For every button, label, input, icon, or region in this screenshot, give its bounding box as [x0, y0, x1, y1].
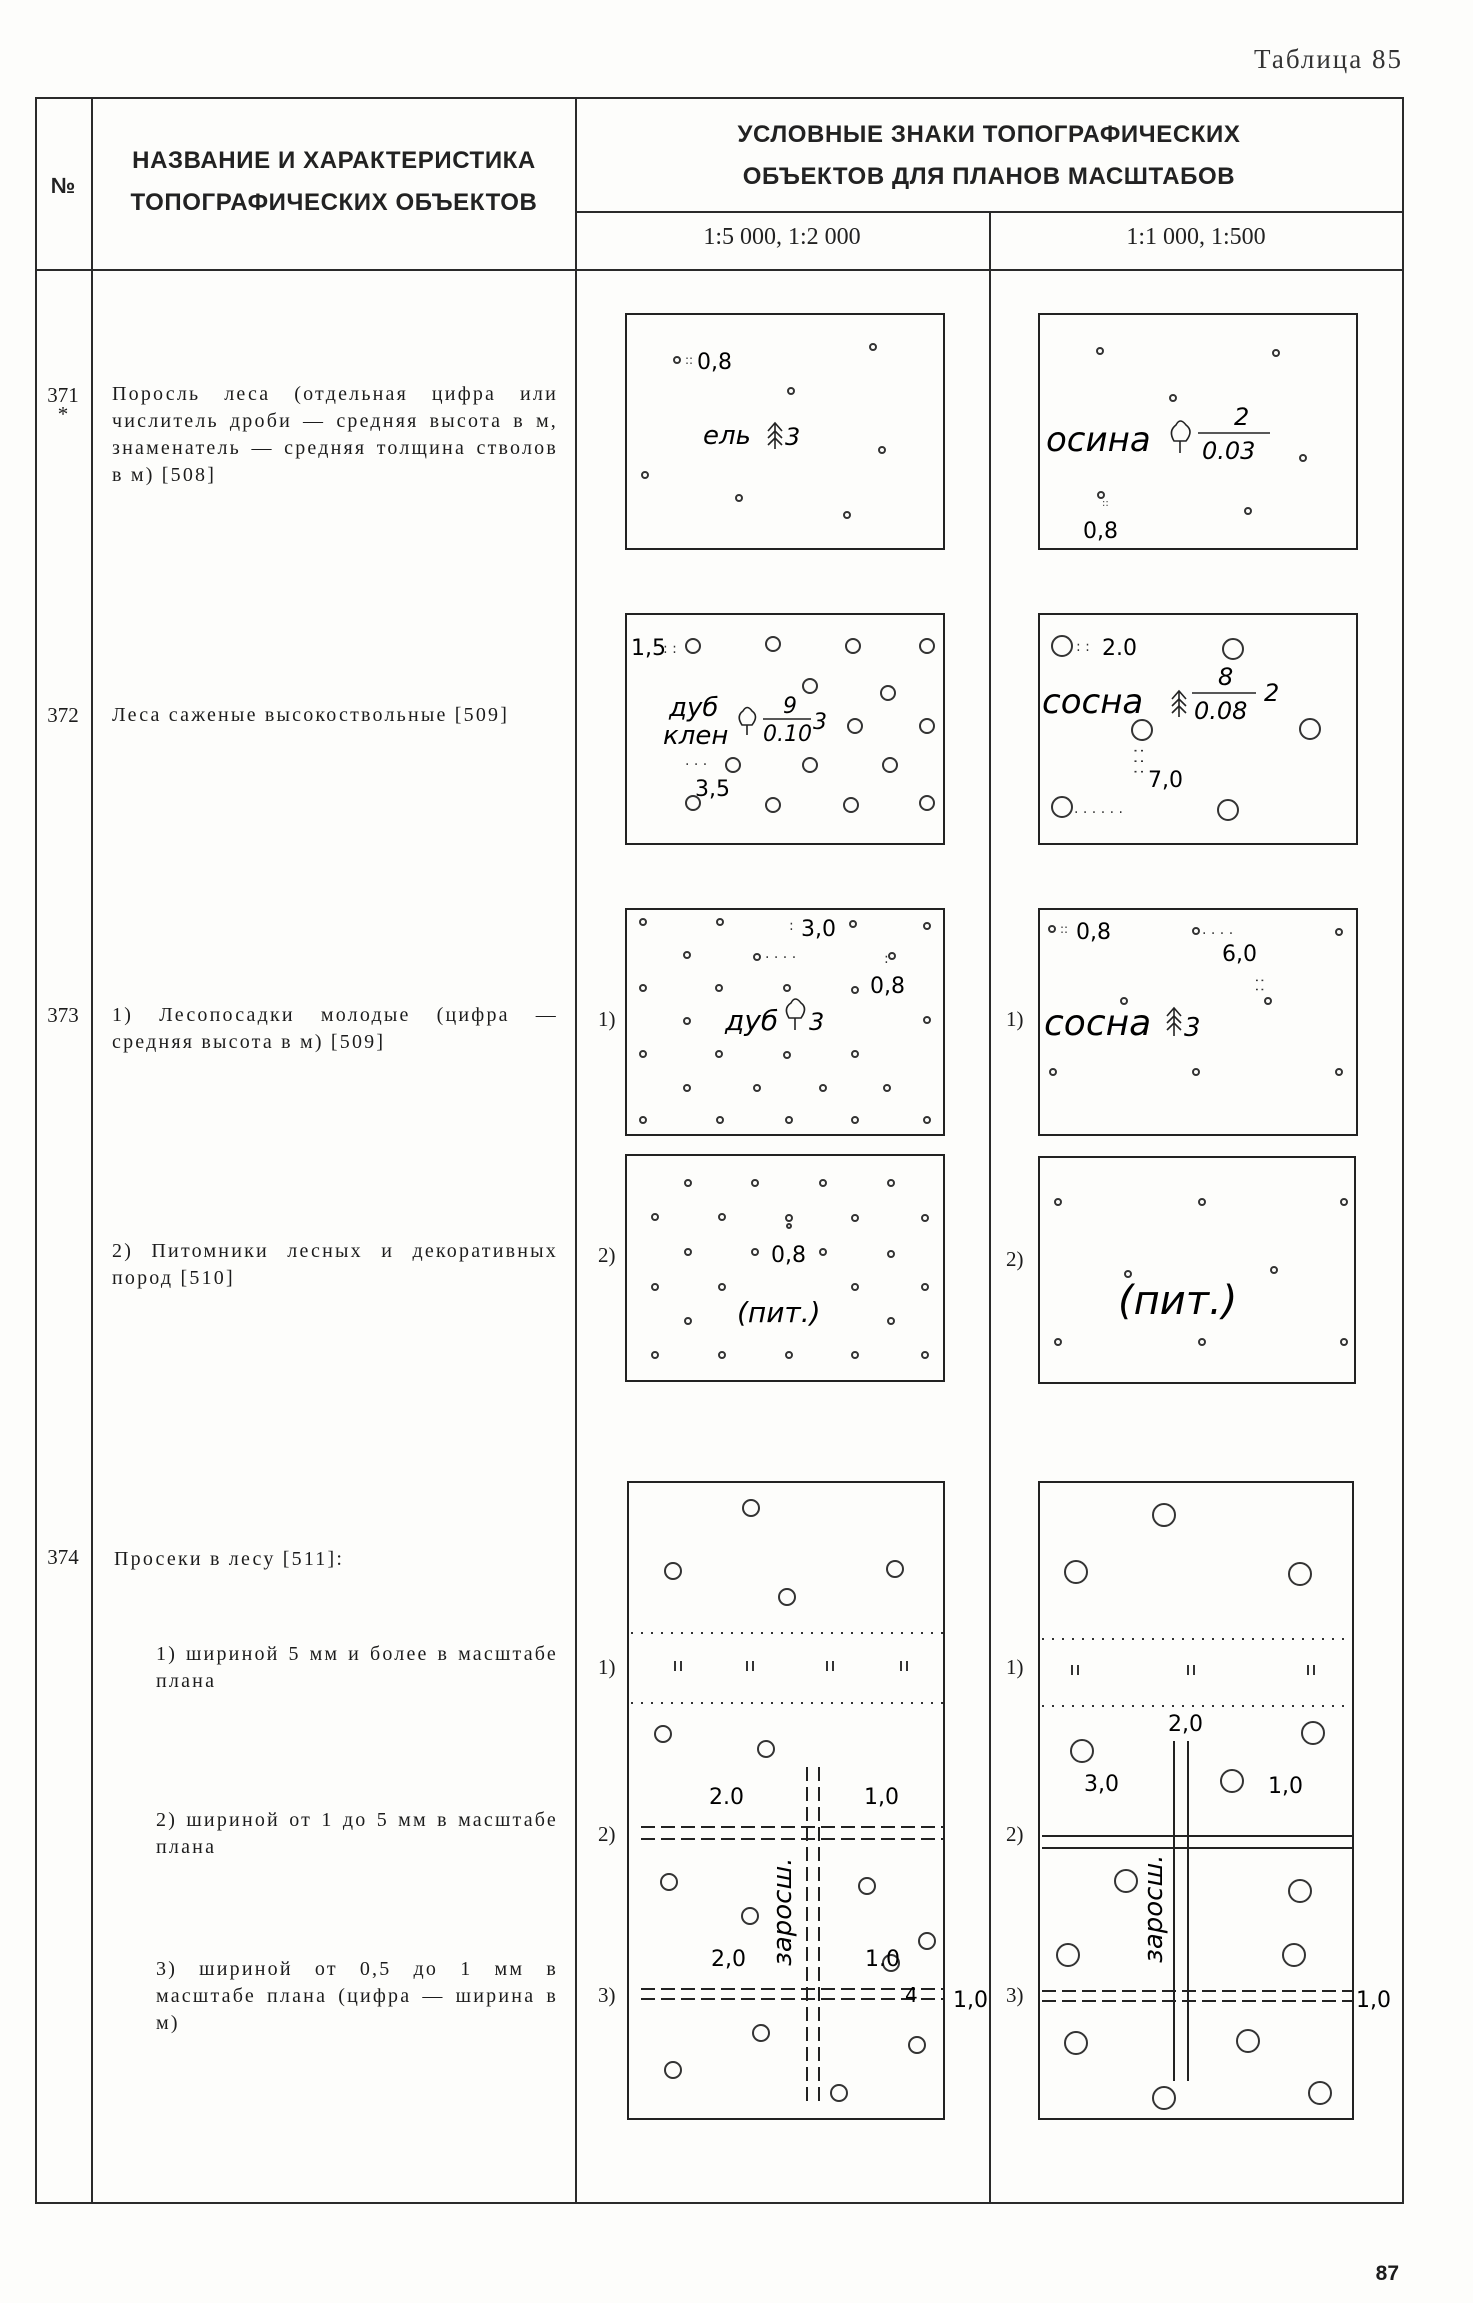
tree-label: дуб [725, 1004, 779, 1037]
overgrown-label: заросш. [1139, 1854, 1169, 1963]
row-number-371 [36, 383, 90, 426]
deciduous-tree-icon [786, 999, 804, 1030]
sign-372-scale1 [625, 613, 945, 845]
dim-label: 2,0 [711, 1947, 746, 1972]
deciduous-tree-icon [1171, 421, 1190, 453]
dim-label: 2,0 [1168, 1712, 1203, 1737]
denominator: 0.10 [763, 722, 812, 747]
svg-text::: : [884, 951, 889, 967]
sub-label: 2) [1006, 1822, 1024, 1846]
svg-text:. . . .: . . . . [1202, 922, 1234, 938]
height-label: 3 [809, 1008, 825, 1036]
svg-text:: :: : : [1076, 639, 1090, 655]
dim-label: 3,0 [1084, 1772, 1119, 1797]
numerator: 2 [1234, 403, 1250, 431]
row-number-373: 373 [47, 1003, 79, 1027]
tree-label: дуб [669, 693, 719, 723]
dim-label: 1,0 [864, 1785, 899, 1810]
sign-373-1-scale1 [625, 908, 945, 1136]
header-signs [576, 114, 1402, 198]
height-label: 3 [813, 710, 827, 735]
dim-label: 3,5 [695, 777, 730, 802]
dim-label: 0,8 [1083, 519, 1118, 544]
row-description-374-2: 2) шириной от 1 до 5 мм в масштабе плана [156, 1809, 558, 1858]
denominator: 0.03 [1202, 437, 1256, 465]
numerator: 8 [1218, 663, 1234, 691]
row-number-372: 372 [47, 703, 79, 727]
sign-373-2-scale1 [625, 1154, 945, 1382]
sign-373-2-scale2 [1038, 1156, 1356, 1384]
overgrown-label: заросш. [768, 1857, 798, 1966]
header-scale-2: 1:1 000, 1:500 [1126, 224, 1266, 250]
dim-label: 1,0 [1268, 1774, 1303, 1799]
dim-label: 2.0 [709, 1785, 744, 1810]
height-label: 3 [1184, 1013, 1201, 1043]
header-number: № [50, 173, 76, 198]
sub-label: 3) [598, 1983, 616, 2007]
sign-374-scale1 [627, 1481, 988, 2120]
sign-374-scale2 [1038, 1481, 1398, 2120]
sub-label: 1) [598, 1655, 616, 1679]
svg-text:: :: : : [663, 641, 677, 657]
conifer-icon [1167, 1008, 1181, 1036]
row-description-372: Леса саженые высокоствольные [509] [112, 704, 510, 726]
side-dim-label: 1,0 [953, 1988, 988, 2013]
row-description-371: Поросль леса (отдельная цифра или числитель дроби — средняя высота в м, знаменатель — средняя толщина стволов в м) [508] [112, 383, 558, 486]
sub-label: 1) [1006, 1007, 1024, 1031]
sign-372-scale2 [1038, 613, 1358, 845]
tree-label: сосна [1042, 682, 1144, 722]
header-signs-line2: ОБЪЕКТОВ ДЛЯ ПЛАНОВ МАСШТАБОВ [742, 163, 1236, 190]
sub-label: 2) [1006, 1247, 1024, 1271]
sub-label: 2) [598, 1822, 616, 1846]
dim-label: 1.0 [865, 1947, 900, 1972]
height-label: 2 [1264, 679, 1280, 707]
header-name [92, 140, 576, 224]
tree-label: осина [1046, 420, 1151, 460]
numerator: 9 [783, 694, 797, 719]
svg-text::: : [789, 918, 794, 934]
svg-text:: : :: : : : [1130, 748, 1150, 775]
table-number: Таблица 85 [1254, 44, 1403, 74]
tree-label: сосна [1044, 1003, 1152, 1044]
sub-label: 2) [598, 1243, 616, 1267]
nursery-label: (пит.) [737, 1296, 821, 1329]
svg-text:. . .: . . . [685, 753, 708, 769]
dim-label: 1,5 [631, 636, 666, 661]
dim-label: 3,0 [801, 917, 836, 942]
nursery-label: (пит.) [1118, 1278, 1238, 1324]
side-dim-label: 1,0 [1356, 1988, 1391, 2013]
row-description-374: Просеки в лесу [511]: [114, 1548, 345, 1570]
tree-label: ель [703, 421, 751, 451]
sign-373-1-scale2 [1038, 908, 1358, 1136]
dim-label: 0,8 [870, 974, 905, 999]
svg-text:: :: : : [1252, 978, 1268, 992]
svg-text:. . . .: . . . . [765, 946, 797, 962]
dim-label: 0,8 [1076, 920, 1111, 945]
deciduous-tree-icon [739, 708, 755, 736]
sign-371-scale1 [625, 313, 945, 550]
tree-label: клен [663, 721, 729, 751]
row-description-373-2: 2) Питомники лесных и декоративных пород [510] [112, 1240, 558, 1289]
row-description-374-1: 1) шириной 5 мм и более в масштабе плана [156, 1643, 558, 1692]
height-label: 3 [785, 423, 801, 451]
sub-label: 3) [1006, 1983, 1024, 2007]
width-label: 4 [905, 1983, 918, 2007]
header-name-line1: НАЗВАНИЕ И ХАРАКТЕРИСТИКА [132, 147, 536, 174]
svg-text:::: :: [685, 353, 694, 367]
header-scale-1: 1:5 000, 1:2 000 [703, 224, 861, 250]
conifer-icon [768, 423, 782, 449]
denominator: 0.08 [1194, 697, 1248, 725]
dim-label: 0,8 [697, 350, 732, 375]
row-mark: * [57, 402, 69, 426]
svg-text:::: :: [1102, 498, 1109, 509]
dim-label: 0,8 [771, 1243, 806, 1268]
sign-371-scale2 [1038, 313, 1358, 550]
svg-text:. . . . . .: . . . . . . [1074, 801, 1123, 817]
row-number: 371 [47, 383, 79, 407]
header-name-line2: ТОПОГРАФИЧЕСКИХ ОБЪЕКТОВ [130, 189, 538, 216]
dim-label: 6,0 [1222, 942, 1257, 967]
header-signs-line1: УСЛОВНЫЕ ЗНАКИ ТОПОГРАФИЧЕСКИХ [737, 121, 1241, 148]
conifer-icon [1172, 691, 1186, 717]
dim-label: 7,0 [1148, 768, 1183, 793]
page-number: 87 [1375, 2262, 1399, 2285]
dim-label: 2.0 [1102, 636, 1137, 661]
svg-text:::: :: [1060, 922, 1069, 936]
sub-label: 1) [1006, 1655, 1024, 1679]
row-number-374: 374 [47, 1545, 79, 1569]
row-description-373-1: 1) Лесопосадки молодые (цифра — средняя высота в м) [509] [112, 1004, 558, 1053]
sub-label: 1) [598, 1007, 616, 1031]
row-description-374-3: 3) шириной от 0,5 до 1 мм в масштабе плана (цифра — ширина в м) [156, 1958, 558, 2034]
